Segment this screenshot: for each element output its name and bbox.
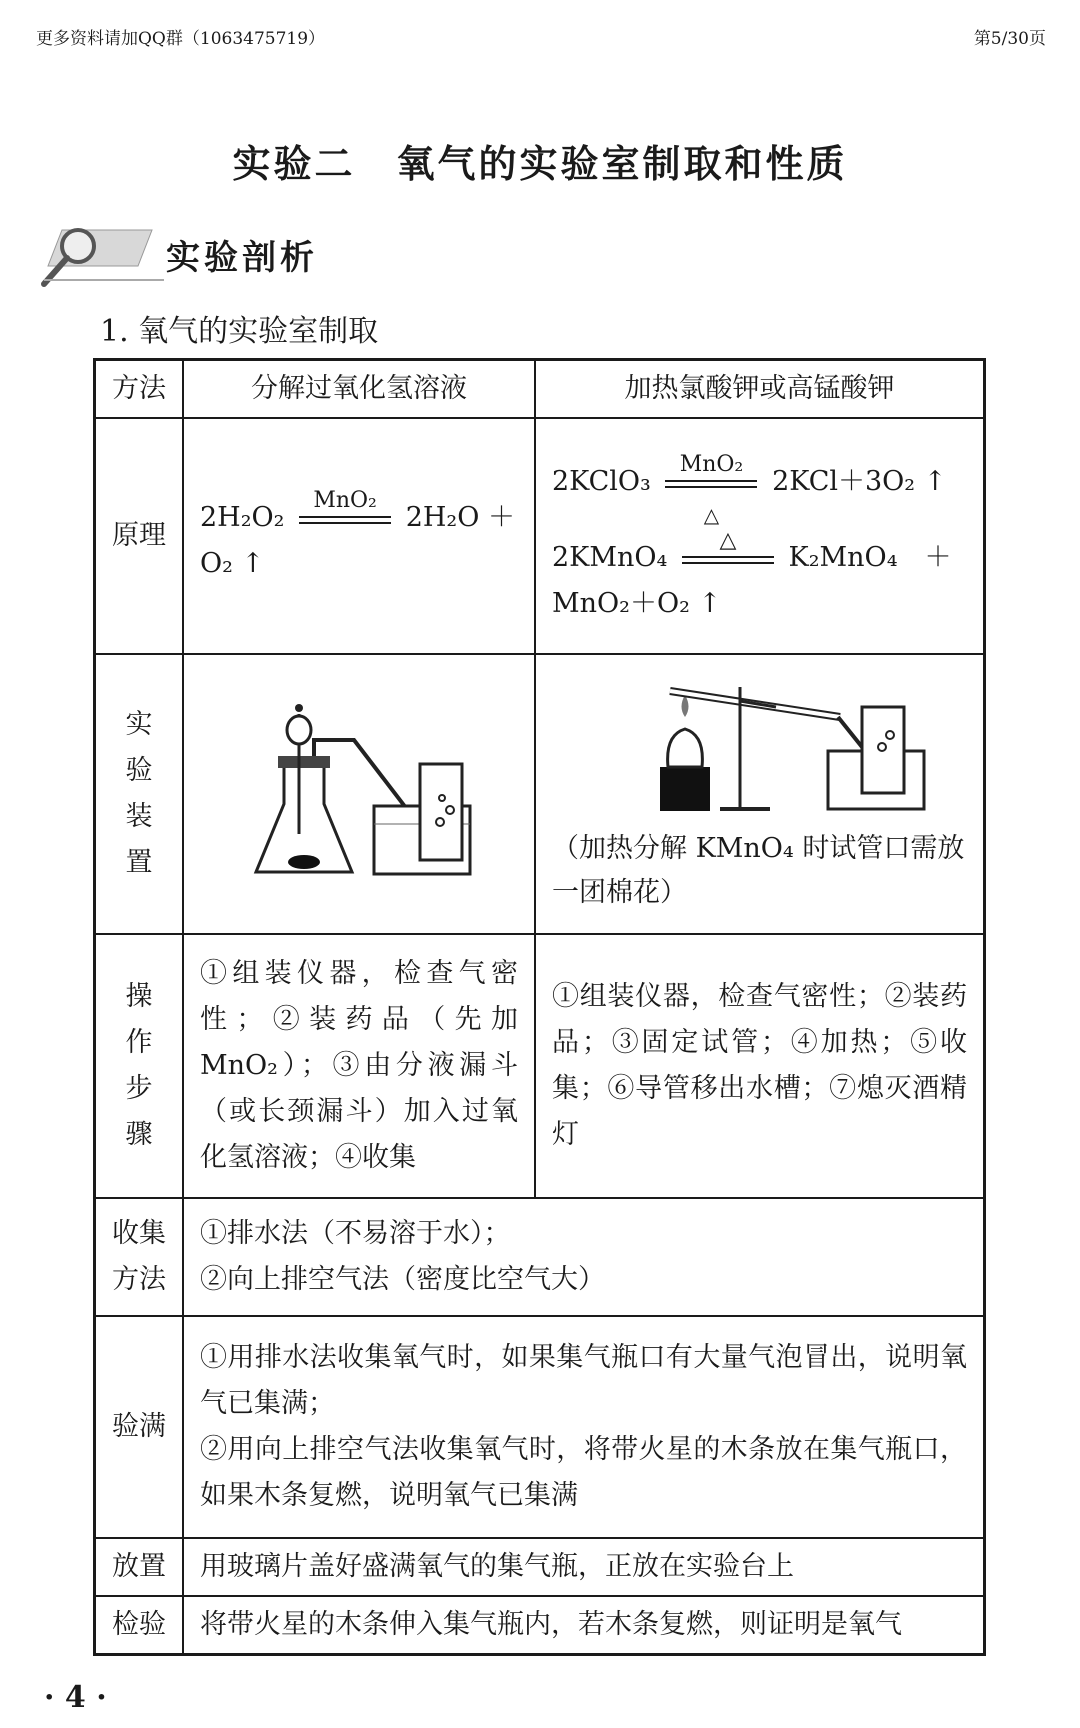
- check-full-line-2: ②用向上排空气法收集氧气时，将带火星的木条放在集气瓶口，如果木条复燃，说明氧气已集满: [200, 1434, 967, 1511]
- subsection-title: 1. 氧气的实验室制取: [100, 314, 379, 349]
- table-row-apparatus: [95, 654, 985, 934]
- cell-check-full: [183, 1316, 985, 1538]
- flask-apparatus-icon: [214, 694, 504, 894]
- heat-symbol: △: [703, 502, 720, 527]
- h2o2-product: 2H₂O ＋: [405, 502, 515, 533]
- cell-principle-heating: [535, 418, 985, 654]
- header-h2o2: 分解过氧化氢溶液: [183, 360, 535, 419]
- label-test: 检验: [95, 1596, 184, 1655]
- table-row-test: [95, 1596, 985, 1655]
- collection-line-1: ①排水法（不易溶于水）；: [200, 1218, 511, 1249]
- label-steps: 操 作 步 骤: [95, 934, 184, 1198]
- section-title: 实验剖析: [166, 238, 318, 278]
- cell-steps-heating: ①组装仪器，检查气密性；②装药品；③固定试管；④加热；⑤收集；⑥导管移出水槽；⑦熄灭酒精灯: [535, 934, 985, 1198]
- kclo3-reactant: 2KClO₃: [552, 466, 651, 497]
- cell-apparatus-h2o2: [183, 654, 535, 934]
- table-row-principle: [95, 418, 985, 654]
- heating-apparatus-icon: [580, 677, 940, 817]
- apparatus-note: （加热分解 KMnO₄ 时试管口需放一团棉花）: [552, 833, 965, 908]
- cell-collection: [183, 1198, 985, 1316]
- page-title: 实验二 氧气的实验室制取和性质: [232, 141, 848, 186]
- cell-placement: 用玻璃片盖好盛满氧气的集气瓶，正放在实验台上: [183, 1538, 985, 1596]
- table-row-collection: [95, 1198, 985, 1316]
- check-full-line-1: ①用排水法收集氧气时，如果集气瓶口有大量气泡冒出，说明氧气已集满；: [200, 1342, 967, 1419]
- label-principle: 原理: [95, 418, 184, 654]
- header-source: 更多资料请加QQ群（1063475719）: [36, 29, 326, 49]
- label-placement: 放置: [95, 1538, 184, 1596]
- h2o2-product-line2: O₂ ↑: [200, 548, 265, 579]
- kmno4-product-line2: MnO₂＋O₂ ↑: [552, 588, 722, 619]
- page-indicator: 第5/30页: [973, 29, 1046, 49]
- kmno4-product: K₂MnO₄ ＋: [788, 542, 952, 573]
- kclo3-product: 2KCl＋3O₂ ↑: [772, 466, 947, 497]
- page-number: · 4 ·: [44, 1680, 107, 1715]
- header-method: 方法: [95, 360, 184, 419]
- table-header-row: [95, 360, 985, 419]
- equation-arrow: [682, 527, 774, 574]
- experiment-table: [93, 358, 986, 1656]
- label-collection: 收集 方法: [95, 1198, 184, 1316]
- h2o2-reactant: 2H₂O₂: [200, 502, 285, 533]
- header-heating: 加热氯酸钾或高锰酸钾: [535, 360, 985, 419]
- table-row-check-full: [95, 1316, 985, 1538]
- equation-arrow: [665, 451, 757, 527]
- catalyst-label: MnO₂: [679, 451, 744, 477]
- kmno4-reactant: 2KMnO₄: [552, 542, 668, 573]
- label-check-full: 验满: [95, 1316, 184, 1538]
- equation-arrow: [299, 487, 391, 534]
- heat-symbol: △: [719, 527, 737, 553]
- table-row-placement: [95, 1538, 985, 1596]
- catalyst-label: MnO₂: [313, 487, 377, 513]
- cell-apparatus-heating: [535, 654, 985, 934]
- cell-test: 将带火星的木条伸入集气瓶内，若木条复燃，则证明是氧气: [183, 1596, 985, 1655]
- cell-steps-h2o2: ①组装仪器，检查气密性；②装药品（先加MnO₂）；③由分液漏斗（或长颈漏斗）加入过氧化氢溶液；④收集: [183, 934, 535, 1198]
- table-row-steps: [95, 934, 985, 1198]
- label-apparatus: 实 验 装 置: [95, 654, 184, 934]
- cell-principle-h2o2: [183, 418, 535, 654]
- collection-line-2: ②向上排空气法（密度比空气大）: [200, 1264, 605, 1295]
